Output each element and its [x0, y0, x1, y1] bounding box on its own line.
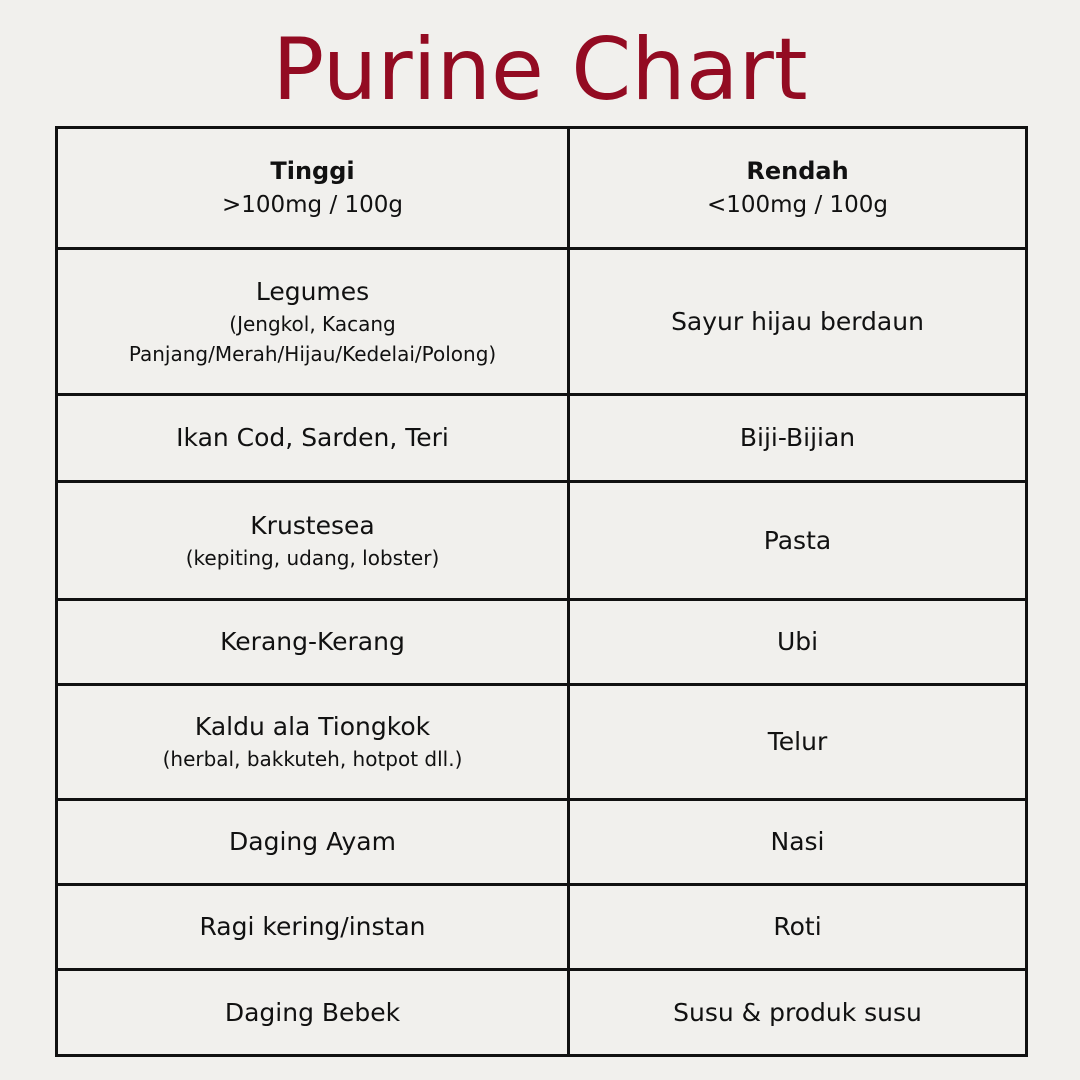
high-item: Ragi kering/instan [199, 912, 426, 941]
high-cell [57, 800, 569, 885]
table-row [57, 685, 1027, 800]
table-row [57, 885, 1027, 970]
high-item: Ikan Cod, Sarden, Teri [176, 423, 449, 452]
low-item: Nasi [770, 827, 825, 856]
high-item-note: (herbal, bakkuteh, hotpot dll.) [162, 747, 463, 771]
header-high-range: >100mg / 100g [221, 192, 404, 218]
low-item: Biji-Bijian [739, 423, 856, 452]
table-row [57, 600, 1027, 685]
high-cell [57, 970, 569, 1056]
high-cell [57, 885, 569, 970]
purine-table [55, 126, 1028, 1057]
low-item: Susu & produk susu [673, 997, 922, 1027]
low-item: Ubi [776, 627, 819, 656]
low-cell [569, 685, 1027, 800]
high-cell [57, 600, 569, 685]
low-item: Sayur hijau berdaun [671, 306, 924, 336]
low-item: Roti [773, 912, 822, 941]
high-cell [57, 395, 569, 482]
table-row [57, 249, 1027, 395]
table-row [57, 970, 1027, 1056]
low-cell [569, 249, 1027, 395]
high-item-note: (Jengkol, Kacang Panjang/Merah/Hijau/Kedelai/Polong) [128, 311, 497, 366]
high-item: Daging Ayam [229, 827, 396, 856]
header-high-cell [57, 128, 569, 249]
header-low-cell [569, 128, 1027, 249]
high-item: Kerang-Kerang [220, 627, 405, 656]
high-item: Kaldu ala Tiongkok [194, 712, 431, 741]
table-header-row [57, 128, 1027, 249]
header-high-label: Tinggi [270, 157, 355, 185]
high-item-note: (kepiting, udang, lobster) [185, 545, 440, 570]
low-cell [569, 482, 1027, 600]
page-title: Purine Chart [272, 20, 808, 120]
low-cell [569, 395, 1027, 482]
table-row [57, 800, 1027, 885]
header-low-label: Rendah [746, 157, 849, 185]
high-item: Krustesea [250, 510, 375, 540]
high-item: Legumes [255, 276, 370, 306]
low-cell [569, 600, 1027, 685]
low-cell [569, 885, 1027, 970]
table-row [57, 482, 1027, 600]
low-item: Pasta [763, 525, 832, 555]
low-cell [569, 800, 1027, 885]
header-low-range: <100mg / 100g [706, 192, 889, 218]
table-row [57, 395, 1027, 482]
high-item: Daging Bebek [224, 997, 401, 1027]
high-cell [57, 685, 569, 800]
low-item: Telur [767, 727, 828, 756]
low-cell [569, 970, 1027, 1056]
high-cell [57, 482, 569, 600]
high-cell [57, 249, 569, 395]
